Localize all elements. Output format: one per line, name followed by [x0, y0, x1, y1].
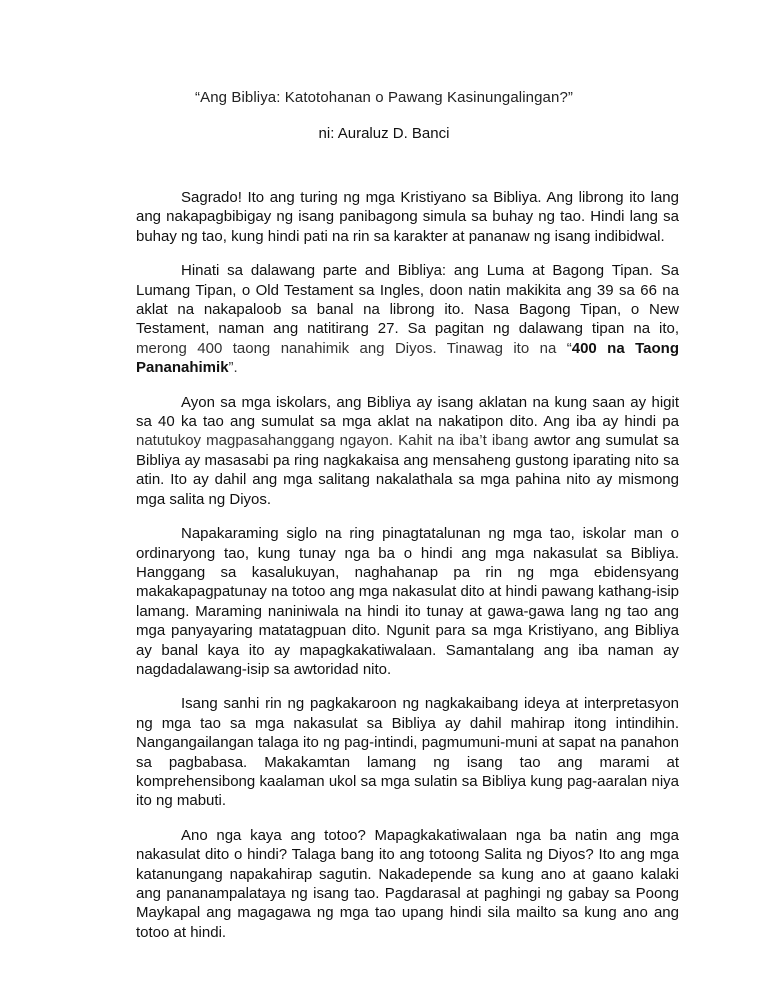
- paragraph-5: Isang sanhi rin ng pagkakaroon ng nagkakaibang ideya at interpretasyon ng mga tao sa mga nakasulat sa Bibliya ay dahil mahirap itong intindihin. Nangangailangan talaga ito ng pag-intindi, pagmumuni-muni at sapat na panahon sa pagbabasa. Makakamtan lamang ng isang tao ang marami at komprehensibong kaalaman ukol sa mga sulatin sa Bibliya kung pag-aaralan niya ito ng mabuti.: [136, 695, 679, 810]
- document-body: [136, 188, 679, 957]
- document-author: ni: Auraluz D. Banci: [318, 125, 450, 142]
- paragraph-3-part3: awtor ang sumulat sa Bibliya ay masasabi pa ring nagkakaisa ang mensaheng gustong iparating nito sa atin. Ito ay dahil ang mga salitang nakalathala sa mga pahina nito ay mismong mga salita ng Diyos.: [136, 432, 679, 508]
- paragraph-3-part1: Ayon sa mga iskolars, ang Bibliya ay isang aklatan na kung saan ay higit sa 40 ka tao ang sumulat sa mga aklat na nakatipon dito. Ang iba ay hindi pa: [136, 393, 679, 431]
- paragraph-2: [136, 261, 679, 377]
- paragraph-2-part4: ”.: [228, 359, 238, 377]
- paragraph-1: Sagrado! Ito ang turing ng mga Kristiyano sa Bibliya. Ang librong ito lang ang nakapagbibigay ng isang panibagong simula sa buhay ng tao. Hindi lang sa buhay ng tao, kung hindi pati na rin sa karakter at pananaw ng isang indibidwal.: [136, 189, 679, 245]
- paragraph-2-emphasis: 400 na Taong Pananahimik: [136, 339, 679, 377]
- paragraph-3: [136, 393, 679, 509]
- paragraph-3-part2: natutukoy magpasahanggang ngayon. Kahit na iba’t ibang: [136, 432, 534, 450]
- document-title: “Ang Bibliya: Katotohanan o Pawang Kasinungalingan?”: [195, 89, 573, 106]
- paragraph-6: Ano nga kaya ang totoo? Mapagkakatiwalaan nga ba natin ang mga nakasulat dito o hindi? Talaga bang ito ang totoong Salita ng Diyos? Ito ang mga katanungang napakahirap sagutin. Nakadepende sa kung ano at gaano kalaki ang pananampalataya ng isang tao. Pagdarasal at paghingi ng gabay sa Poong Maykapal ang magagawa ng mga tao upang hindi sila mailto sa kung ano ang totoo at hindi.: [136, 826, 679, 941]
- paragraph-2-part1: Hinati sa dalawang parte and Bibliya: ang Luma at Bagong Tipan. Sa Lumang Tipan, o Old Testament sa Ingles, doon natin makikita ang 39 sa 66 na aklat na nakapaloob sa banal na librong ito. Nasa Bagong Tipan, o New Testament, naman ang natitirang 27. Sa pagitan ng dalawang tipan na ito,: [136, 262, 679, 338]
- paragraph-4: Napakaraming siglo na ring pinagtatalunan ng mga tao, iskolar man o ordinaryong tao, kung tunay nga ba o hindi ang mga nakasulat sa Bibliya. Hanggang sa kasalukuyan, naghahanap pa rin ng mga ebidensyang makakapagpatunay na totoo ang mga nakasulat dito at hindi pawang kathang-isip lamang. Maraming naniniwala na hindi ito tunay at gawa-gawa lang ng tao ang mga panyayaring matatagpuan dito. Ngunit para sa mga Kristiyano, ang Bibliya ay banal kaya ito ay mapagkakatiwalaan. Samantalang ang iba naman ay nagdadalawang-isip sa awtoridad nito.: [136, 525, 679, 678]
- paragraph-2-part2: merong 400 taong nanahimik ang Diyos. Tinawag ito na “: [136, 339, 572, 357]
